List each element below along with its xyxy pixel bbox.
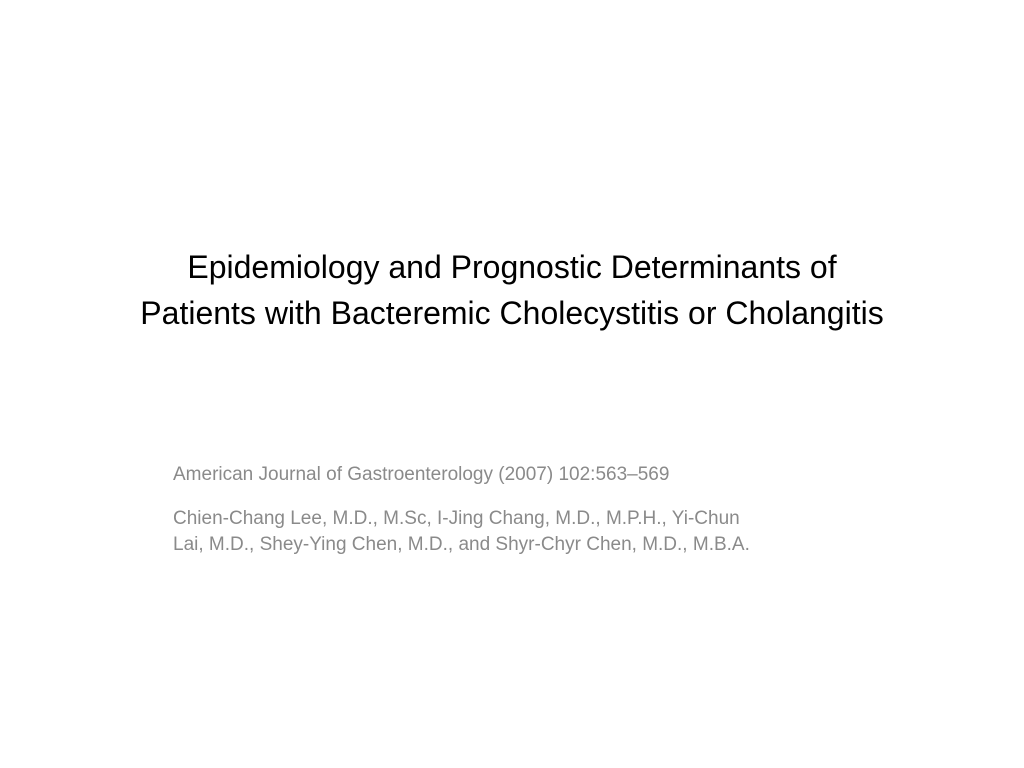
journal-citation: American Journal of Gastroenterology (2007) 102:563–569 [173, 464, 670, 485]
title-line-1: Epidemiology and Prognostic Determinants of [187, 249, 837, 285]
title-line-2: Patients with Bacteremic Cholecystitis or Cholangitis [140, 295, 884, 331]
author-line-1: Chien-Chang Lee, M.D., M.Sc, I-Jing Chang, M.D., M.P.H., Yi-Chun [173, 508, 740, 529]
slide-title [40, 244, 984, 336]
author-list [173, 506, 893, 558]
slide-subtitle [173, 462, 893, 576]
author-line-2: Lai, M.D., Shey-Ying Chen, M.D., and Shyr-Chyr Chen, M.D., M.B.A. [173, 534, 750, 555]
